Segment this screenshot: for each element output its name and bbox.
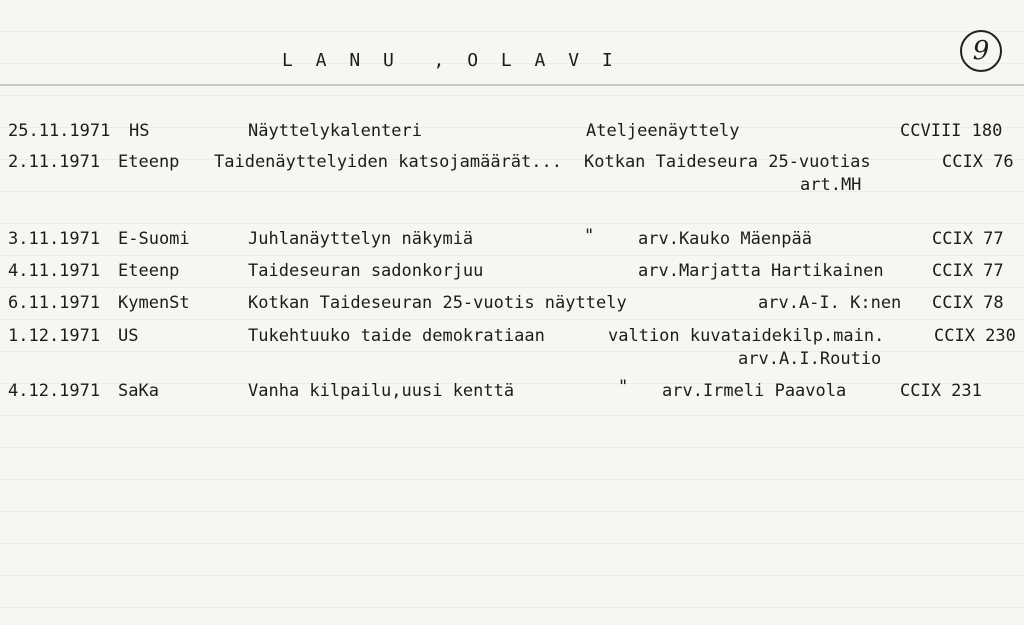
entry-title: Taideseuran sadonkorjuu [248,261,484,281]
entry-ref: CCIX 230 [934,326,1016,346]
entry-date: 6.11.1971 [8,293,101,313]
entry-subject: Kotkan Taideseura 25-vuotias [584,152,871,172]
entry-title: Taidenäyttelyiden katsojamäärät... [214,152,562,172]
entry-subject: " [584,226,595,246]
entry-source: Eteenp [118,261,180,281]
entry-date: 4.11.1971 [8,261,101,281]
entry-date: 4.12.1971 [8,381,101,401]
entry-source: KymenSt [118,293,190,313]
entry-note: arv.Irmeli Paavola [662,381,847,401]
entry-note: arv.A.I.Routio [738,349,882,369]
entry-note: arv.A-I. K:nen [758,293,902,313]
entry-title: Juhlanäyttelyn näkymiä [248,229,474,249]
entry-subject: Ateljeenäyttely [586,121,740,141]
entry-title: Kotkan Taideseuran 25-vuotis näyttely [248,293,627,313]
entry-ref: CCIX 78 [932,293,1004,313]
entry-date: 25.11.1971 [8,121,111,141]
entry-note: arv.Marjatta Hartikainen [638,261,884,281]
entry-source: Eteenp [118,152,180,172]
entry-ref: CCIX 231 [900,381,982,401]
entry-ref: CCIX 77 [932,229,1004,249]
entry-ref: CCIX 77 [932,261,1004,281]
entry-ref: CCIX 76 [942,152,1014,172]
header-rule [0,84,1024,86]
entry-source: SaKa [118,381,159,401]
entry-ref: CCVIII 180 [900,121,1003,141]
entry-source: HS [129,121,150,141]
entry-title: Näyttelykalenteri [248,121,422,141]
entry-date: 2.11.1971 [8,152,101,172]
entry-subject: valtion kuvataidekilp.main. [608,326,885,346]
entry-title: Vanha kilpailu,uusi kenttä [248,381,515,401]
card-title: L A N U , O L A V I [282,50,619,71]
entry-subject: " [618,377,629,397]
entry-note: arv.Kauko Mäenpää [638,229,812,249]
entry-source: E-Suomi [118,229,190,249]
entry-title: Tukehtuuko taide demokratiaan [248,326,545,346]
entry-date: 1.12.1971 [8,326,101,346]
card-number: 9 [960,30,1002,72]
entry-source: US [118,326,139,346]
entry-date: 3.11.1971 [8,229,101,249]
entry-note: art.MH [800,175,862,195]
